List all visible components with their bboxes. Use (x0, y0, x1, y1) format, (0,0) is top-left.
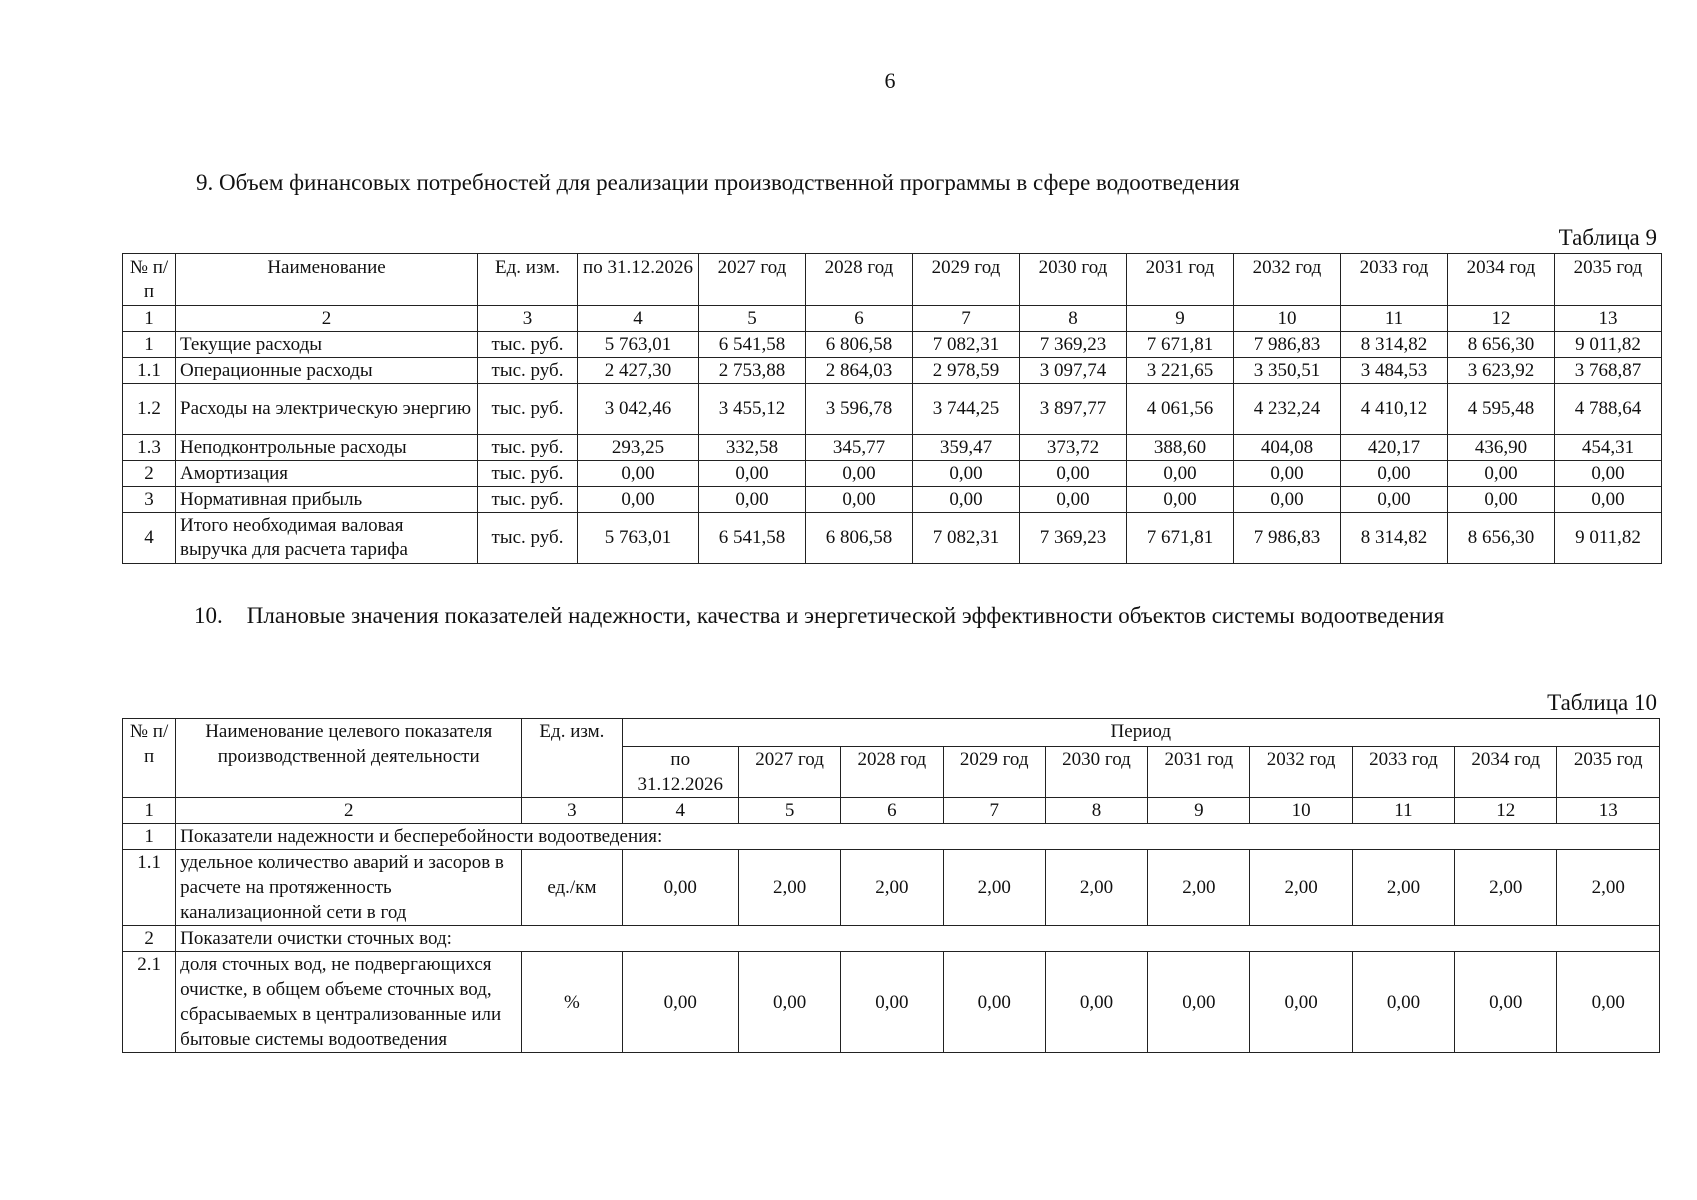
section-9-heading (196, 167, 1656, 198)
t10-column-number: 7 (943, 798, 1045, 824)
t10-row-unit: ед./км (522, 850, 622, 926)
t9-header-year: 2035 год (1555, 254, 1662, 306)
t9-row-value: 0,00 (913, 461, 1020, 487)
t10-row-value: 2,00 (841, 850, 943, 926)
t9-row-value: 7 986,83 (1234, 332, 1341, 358)
t10-row-value: 2,00 (1148, 850, 1250, 926)
t10-row-value: 0,00 (841, 952, 943, 1053)
t9-row-value: 4 061,56 (1127, 384, 1234, 435)
t10-column-number: 4 (622, 798, 738, 824)
t9-row-num: 1.1 (123, 358, 176, 384)
t9-row-unit: тыс. руб. (478, 513, 578, 564)
t10-row-value: 0,00 (1557, 952, 1660, 1053)
t9-row-value: 0,00 (1555, 487, 1662, 513)
t9-row-num: 1 (123, 332, 176, 358)
t9-row-value: 0,00 (1127, 461, 1234, 487)
t9-row-value: 0,00 (578, 461, 699, 487)
t10-column-number: 3 (522, 798, 622, 824)
t9-header-year: 2027 год (699, 254, 806, 306)
t9-row-name: Операционные расходы (176, 358, 478, 384)
t10-row-value: 0,00 (1250, 952, 1352, 1053)
t9-row-unit: тыс. руб. (478, 461, 578, 487)
t9-row-num: 2 (123, 461, 176, 487)
t10-row-value: 2,00 (1455, 850, 1557, 926)
t9-column-number: 9 (1127, 306, 1234, 332)
t9-row-value: 7 082,31 (913, 513, 1020, 564)
t9-row-value: 3 350,51 (1234, 358, 1341, 384)
t9-row-value: 2 978,59 (913, 358, 1020, 384)
t9-row-value: 345,77 (806, 435, 913, 461)
t9-row-unit: тыс. руб. (478, 435, 578, 461)
t10-header-unit: Ед. изм. (522, 719, 622, 798)
t9-row-value: 0,00 (1341, 487, 1448, 513)
group-row (123, 926, 1660, 952)
t9-header-year: 2034 год (1448, 254, 1555, 306)
t10-row-value: 0,00 (1455, 952, 1557, 1053)
t10-row-value: 0,00 (738, 952, 840, 1053)
t9-row-unit: тыс. руб. (478, 358, 578, 384)
t9-row-value: 4 788,64 (1555, 384, 1662, 435)
t9-row-value: 2 753,88 (699, 358, 806, 384)
t9-row-value: 0,00 (1020, 461, 1127, 487)
t10-header-year: 2028 год (841, 747, 943, 798)
t10-column-number: 1 (123, 798, 176, 824)
t9-row-value: 0,00 (1234, 461, 1341, 487)
t10-group-num: 1 (123, 824, 176, 850)
t9-header-year: 2030 год (1020, 254, 1127, 306)
t9-row-value: 3 455,12 (699, 384, 806, 435)
t9-row-value: 3 042,46 (578, 384, 699, 435)
t9-row-value: 0,00 (699, 487, 806, 513)
t9-row-value: 332,58 (699, 435, 806, 461)
page-number: 6 (884, 68, 896, 93)
table-row (123, 358, 1662, 384)
t10-column-number: 5 (738, 798, 840, 824)
t10-row-value: 0,00 (622, 850, 738, 926)
t9-row-value: 6 541,58 (699, 513, 806, 564)
t9-row-value: 4 595,48 (1448, 384, 1555, 435)
t10-column-number: 10 (1250, 798, 1352, 824)
t9-header-name: Наименование (176, 254, 478, 306)
t9-row-value: 7 369,23 (1020, 332, 1127, 358)
table-row (123, 952, 1660, 1053)
t10-row-value: 2,00 (1352, 850, 1454, 926)
table-9-label: Таблица 9 (1558, 225, 1657, 250)
t10-row-value: 0,00 (1045, 952, 1147, 1053)
t10-header-year: 2031 год (1148, 747, 1250, 798)
t10-column-number: 9 (1148, 798, 1250, 824)
t10-column-number: 13 (1557, 798, 1660, 824)
t9-column-number: 2 (176, 306, 478, 332)
t9-row-value: 3 221,65 (1127, 358, 1234, 384)
t9-header-year: 2028 год (806, 254, 913, 306)
table-row (123, 332, 1662, 358)
t9-row-value: 7 082,31 (913, 332, 1020, 358)
t9-row-value: 3 768,87 (1555, 358, 1662, 384)
t10-header-year: 2033 год (1352, 747, 1454, 798)
t10-row-num: 1.1 (123, 850, 176, 926)
t9-row-value: 0,00 (806, 461, 913, 487)
t9-row-value: 420,17 (1341, 435, 1448, 461)
t9-row-name: Неподконтрольные расходы (176, 435, 478, 461)
t9-row-value: 3 897,77 (1020, 384, 1127, 435)
t9-row-value: 0,00 (1341, 461, 1448, 487)
t10-row-unit: % (522, 952, 622, 1053)
t9-row-value: 373,72 (1020, 435, 1127, 461)
t9-header-year: 2031 год (1127, 254, 1234, 306)
t9-row-value: 0,00 (578, 487, 699, 513)
t9-header-unit: Ед. изм. (478, 254, 578, 306)
t9-row-value: 359,47 (913, 435, 1020, 461)
t9-column-number: 3 (478, 306, 578, 332)
t10-row-value: 0,00 (622, 952, 738, 1053)
t9-row-name: Итого необходимая валовая выручка для расчета тарифа (176, 513, 478, 564)
table-10 (122, 718, 1660, 1053)
t9-row-value: 0,00 (1127, 487, 1234, 513)
section-10-number: 10. (194, 603, 223, 628)
section-9-title: Объем финансовых потребностей для реализации производственной программы в сфере водоотведения (219, 170, 1240, 195)
t9-row-value: 4 410,12 (1341, 384, 1448, 435)
t10-group-title: Показатели очистки сточных вод: (176, 926, 1660, 952)
t9-column-number: 7 (913, 306, 1020, 332)
t9-row-value: 4 232,24 (1234, 384, 1341, 435)
t10-column-number: 12 (1455, 798, 1557, 824)
t9-column-number: 12 (1448, 306, 1555, 332)
table-row (123, 384, 1662, 435)
t10-row-num: 2.1 (123, 952, 176, 1053)
t10-header-year: 2034 год (1455, 747, 1557, 798)
t9-row-name: Расходы на электрическую энергию (176, 384, 478, 435)
t10-header-year: 2035 год (1557, 747, 1660, 798)
t10-column-numbers-row (123, 798, 1660, 824)
t9-row-value: 0,00 (913, 487, 1020, 513)
t10-row-value: 2,00 (1557, 850, 1660, 926)
t10-column-number: 8 (1045, 798, 1147, 824)
table-row (123, 850, 1660, 926)
t9-row-value: 454,31 (1555, 435, 1662, 461)
t9-header-base: по 31.12.2026 (578, 254, 699, 306)
t9-column-number: 5 (699, 306, 806, 332)
t9-row-value: 5 763,01 (578, 332, 699, 358)
t9-row-value: 3 484,53 (1341, 358, 1448, 384)
t9-row-value: 6 806,58 (806, 513, 913, 564)
t9-row-value: 2 427,30 (578, 358, 699, 384)
t9-row-num: 1.2 (123, 384, 176, 435)
t10-header-name: Наименование целевого показателя производственной деятельности (176, 719, 522, 798)
t9-row-value: 8 314,82 (1341, 332, 1448, 358)
t9-row-value: 2 864,03 (806, 358, 913, 384)
group-row (123, 824, 1660, 850)
t9-column-number: 6 (806, 306, 913, 332)
t9-row-value: 0,00 (1448, 487, 1555, 513)
t9-row-value: 0,00 (699, 461, 806, 487)
t9-row-name: Текущие расходы (176, 332, 478, 358)
t10-group-title: Показатели надежности и бесперебойности водоотведения: (176, 824, 1660, 850)
t10-group-num: 2 (123, 926, 176, 952)
t9-row-value: 7 369,23 (1020, 513, 1127, 564)
t9-column-numbers-row (123, 306, 1662, 332)
t9-row-value: 388,60 (1127, 435, 1234, 461)
t10-row-name: доля сточных вод, не подвергающихся очистке, в общем объеме сточных вод, сбрасываемых в централизованные или бытовые системы водоотведения (176, 952, 522, 1053)
t10-row-value: 0,00 (943, 952, 1045, 1053)
t9-row-num: 1.3 (123, 435, 176, 461)
t9-row-value: 6 806,58 (806, 332, 913, 358)
t9-row-value: 7 671,81 (1127, 513, 1234, 564)
section-10-heading (122, 600, 1662, 631)
section-9-number: 9. (196, 170, 214, 195)
table-row (123, 461, 1662, 487)
t9-header-year: 2029 год (913, 254, 1020, 306)
t10-row-value: 2,00 (943, 850, 1045, 926)
t9-header-num: № п/п (123, 254, 176, 306)
t9-row-num: 3 (123, 487, 176, 513)
t9-row-value: 7 986,83 (1234, 513, 1341, 564)
t9-column-number: 8 (1020, 306, 1127, 332)
t9-row-value: 8 314,82 (1341, 513, 1448, 564)
t9-column-number: 11 (1341, 306, 1448, 332)
section-10-title: Плановые значения показателей надежности, качества и энергетической эффективности объектов системы водоотведения (246, 603, 1445, 628)
t10-header-year: 2030 год (1045, 747, 1147, 798)
t9-column-number: 10 (1234, 306, 1341, 332)
t9-row-value: 3 744,25 (913, 384, 1020, 435)
t10-column-number: 11 (1352, 798, 1454, 824)
t10-row-value: 2,00 (1045, 850, 1147, 926)
t10-row-value: 0,00 (1352, 952, 1454, 1053)
t9-row-num: 4 (123, 513, 176, 564)
t9-row-value: 3 596,78 (806, 384, 913, 435)
t9-row-value: 5 763,01 (578, 513, 699, 564)
t9-row-value: 7 671,81 (1127, 332, 1234, 358)
t10-header-base: по 31.12.2026 (622, 747, 738, 798)
t9-row-value: 0,00 (806, 487, 913, 513)
t9-row-value: 436,90 (1448, 435, 1555, 461)
t9-row-unit: тыс. руб. (478, 384, 578, 435)
table-row (123, 513, 1662, 564)
t9-row-value: 0,00 (1448, 461, 1555, 487)
t10-row-name: удельное количество аварий и засоров в расчете на протяженность канализационной сети в год (176, 850, 522, 926)
t9-row-value: 9 011,82 (1555, 332, 1662, 358)
t10-header-period: Период (622, 719, 1659, 747)
t9-column-number: 13 (1555, 306, 1662, 332)
t10-header-year: 2027 год (738, 747, 840, 798)
t10-row-value: 2,00 (1250, 850, 1352, 926)
t9-row-value: 293,25 (578, 435, 699, 461)
t9-header-year: 2033 год (1341, 254, 1448, 306)
t10-row-value: 2,00 (738, 850, 840, 926)
t10-column-number: 2 (176, 798, 522, 824)
t9-row-unit: тыс. руб. (478, 487, 578, 513)
t10-row-value: 0,00 (1148, 952, 1250, 1053)
t9-row-value: 3 623,92 (1448, 358, 1555, 384)
t10-header-num: № п/п (123, 719, 176, 798)
t9-column-number: 4 (578, 306, 699, 332)
t9-row-value: 3 097,74 (1020, 358, 1127, 384)
t9-row-value: 0,00 (1020, 487, 1127, 513)
t9-row-value: 6 541,58 (699, 332, 806, 358)
t10-header-year: 2032 год (1250, 747, 1352, 798)
t9-row-name: Нормативная прибыль (176, 487, 478, 513)
t9-row-value: 8 656,30 (1448, 332, 1555, 358)
t9-header-year: 2032 год (1234, 254, 1341, 306)
t9-row-value: 9 011,82 (1555, 513, 1662, 564)
t9-row-value: 0,00 (1234, 487, 1341, 513)
t10-column-number: 6 (841, 798, 943, 824)
t9-row-name: Амортизация (176, 461, 478, 487)
t9-row-value: 404,08 (1234, 435, 1341, 461)
table-row (123, 435, 1662, 461)
t9-row-value: 8 656,30 (1448, 513, 1555, 564)
t9-row-unit: тыс. руб. (478, 332, 578, 358)
table-9 (122, 253, 1662, 564)
table-10-label: Таблица 10 (1547, 690, 1657, 715)
t9-column-number: 1 (123, 306, 176, 332)
t10-header-year: 2029 год (943, 747, 1045, 798)
table-row (123, 487, 1662, 513)
t9-row-value: 0,00 (1555, 461, 1662, 487)
